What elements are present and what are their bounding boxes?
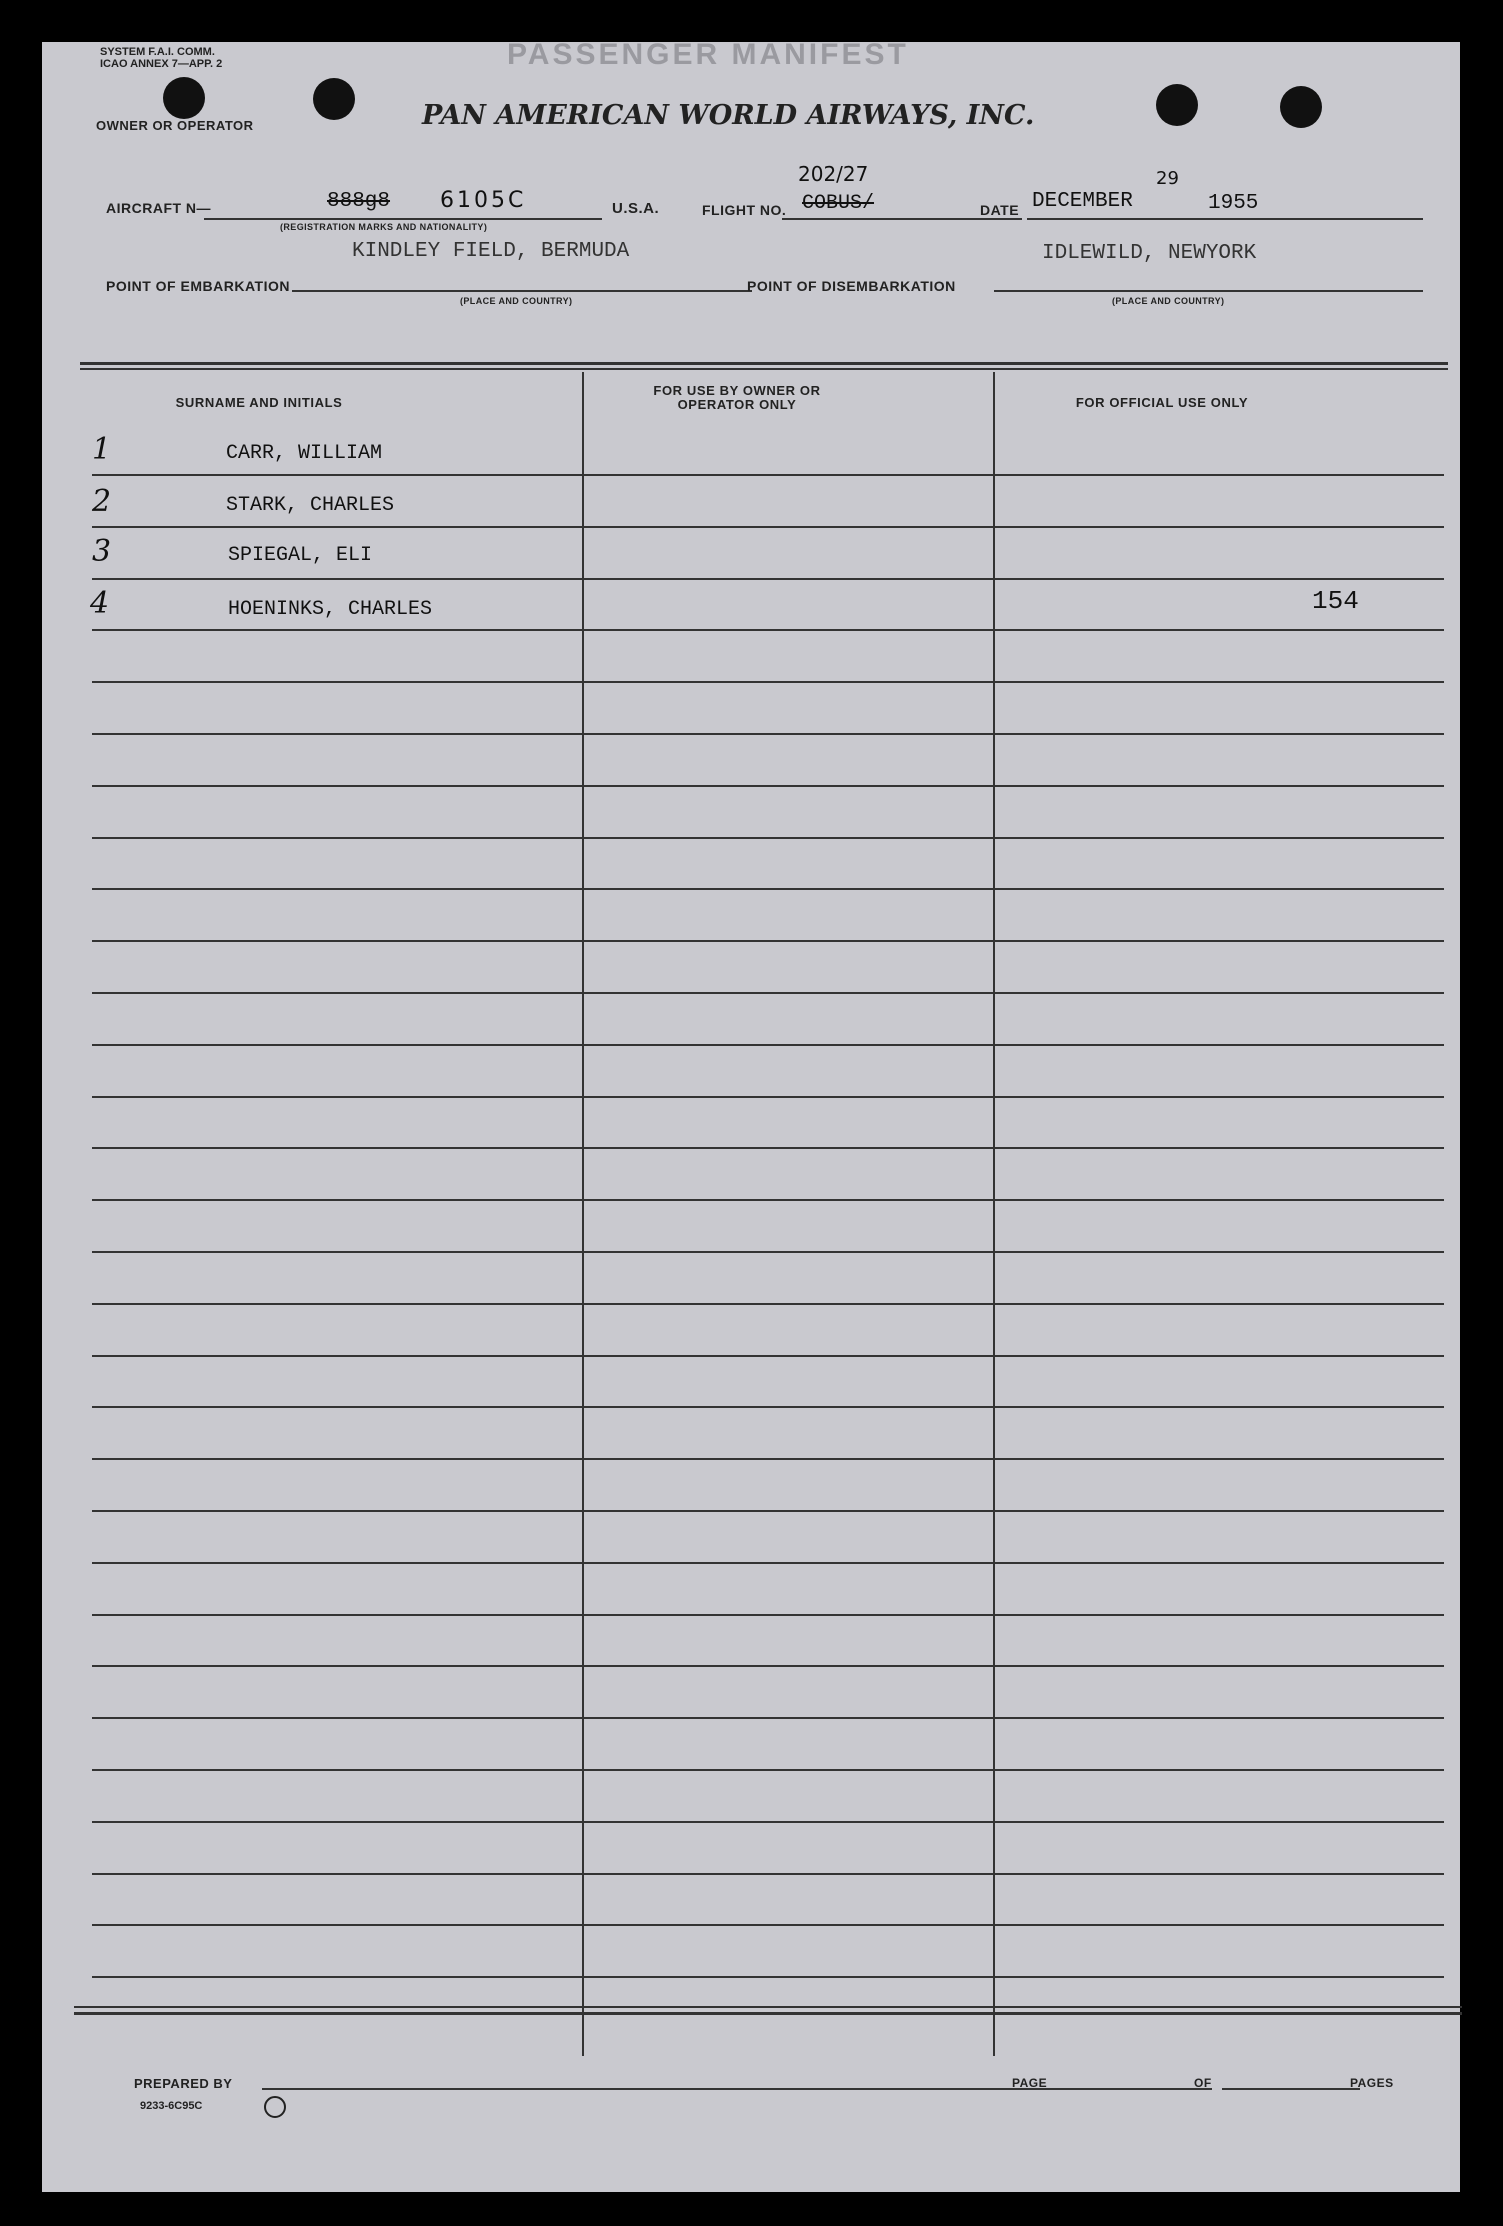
table-row-line	[92, 837, 1444, 839]
table-row-line	[92, 1406, 1444, 1408]
table-row-line	[92, 1355, 1444, 1357]
column-divider	[582, 372, 584, 2056]
punch-hole	[1156, 84, 1198, 126]
table-bottom-rule	[74, 2006, 1462, 2008]
of-underline	[1222, 2088, 1360, 2090]
date-day: 29	[1156, 168, 1179, 189]
owner-operator-label: OWNER OR OPERATOR	[96, 118, 254, 133]
embarkation-caption: (PLACE AND COUNTRY)	[460, 296, 573, 306]
table-row-line	[92, 1873, 1444, 1875]
manifest-sheet	[42, 38, 1460, 2192]
table-row-line	[92, 1717, 1444, 1719]
form-reference-line1: SYSTEM F.A.I. COMM.	[100, 46, 215, 58]
table-row-line	[92, 1510, 1444, 1512]
column-header-surname: SURNAME AND INITIALS	[175, 395, 343, 410]
table-row-line	[92, 888, 1444, 890]
table-row-line	[92, 1303, 1444, 1305]
table-row-line	[92, 1614, 1444, 1616]
union-bug-icon	[264, 2096, 286, 2118]
embarkation-value: KINDLEY FIELD, BERMUDA	[352, 240, 630, 263]
manifest-stamp-title: PASSENGER MANIFEST	[507, 38, 909, 71]
table-row-line	[92, 733, 1444, 735]
embarkation-label: POINT OF EMBARKATION	[106, 278, 290, 294]
table-top-rule	[80, 362, 1448, 365]
punch-hole	[313, 78, 355, 120]
date-month: DECEMBER	[1032, 190, 1133, 213]
table-row-line	[92, 629, 1444, 631]
passenger-name: CARR, WILLIAM	[226, 442, 383, 465]
disembarkation-underline	[994, 290, 1423, 292]
date-underline	[1027, 218, 1423, 220]
table-row-line	[92, 1665, 1444, 1667]
table-row-line	[92, 681, 1444, 683]
table-row-line	[92, 526, 1444, 528]
row-number-mark: 2	[92, 484, 112, 519]
official-use-value: 154	[1312, 586, 1359, 616]
page-underline	[1062, 2088, 1212, 2090]
passenger-name: SPIEGAL, ELI	[228, 544, 373, 567]
table-row-line	[92, 785, 1444, 787]
aircraft-registration: 6105C	[440, 188, 527, 213]
disembarkation-caption: (PLACE AND COUNTRY)	[1112, 296, 1225, 306]
row-number-mark: 3	[92, 534, 112, 569]
date-label: DATE	[980, 202, 1020, 218]
aircraft-label: AIRCRAFT N—	[106, 200, 212, 216]
table-row-line	[92, 578, 1444, 580]
registration-caption: (REGISTRATION MARKS AND NATIONALITY)	[280, 222, 488, 232]
flight-number-handwritten: 202/27	[798, 162, 869, 186]
punch-hole	[1280, 86, 1322, 128]
pages-label: PAGES	[1350, 2076, 1394, 2090]
row-number-mark: 1	[92, 432, 112, 467]
table-row-line	[92, 474, 1444, 476]
table-row-line	[92, 1769, 1444, 1771]
table-row-line	[92, 1096, 1444, 1098]
table-row-line	[92, 1976, 1444, 1978]
table-row-line	[92, 1458, 1444, 1460]
table-row-line	[92, 992, 1444, 994]
row-number-mark: 4	[90, 586, 110, 621]
table-row-line	[92, 1924, 1444, 1926]
table-row-line	[92, 940, 1444, 942]
passenger-name: STARK, CHARLES	[226, 494, 395, 517]
column-header-official: FOR OFFICIAL USE ONLY	[1075, 395, 1249, 410]
form-number: 9233-6C95C	[140, 2100, 203, 2112]
disembarkation-label: POINT OF DISEMBARKATION	[747, 278, 956, 294]
prepared-by-label: PREPARED BY	[134, 2076, 233, 2091]
page-label: PAGE	[1012, 2076, 1048, 2090]
date-year: 1955	[1208, 192, 1259, 215]
table-row-line	[92, 1147, 1444, 1149]
flight-underline	[782, 218, 1022, 220]
table-row-line	[92, 1562, 1444, 1564]
table-row-line	[92, 1251, 1444, 1253]
table-row-line	[92, 1044, 1444, 1046]
of-label: OF	[1194, 2076, 1212, 2090]
prepared-by-underline	[262, 2088, 1062, 2090]
disembarkation-value: IDLEWILD, NEWYORK	[1042, 242, 1257, 265]
form-reference-line2: ICAO ANNEX 7—APP. 2	[100, 58, 223, 70]
punch-hole	[163, 77, 205, 119]
table-row-line	[92, 1821, 1444, 1823]
embarkation-underline	[292, 290, 752, 292]
table-top-rule	[80, 368, 1448, 370]
table-row-line	[92, 1199, 1444, 1201]
airline-name: PAN AMERICAN WORLD AIRWAYS, INC.	[422, 100, 1035, 131]
flight-label: FLIGHT NO.	[702, 202, 787, 218]
table-bottom-rule	[74, 2012, 1462, 2015]
aircraft-registration-struck: 888g8	[327, 190, 391, 213]
aircraft-underline	[204, 218, 602, 220]
passenger-name: HOENINKS, CHARLES	[228, 598, 433, 621]
country-label: U.S.A.	[612, 200, 660, 217]
column-divider	[993, 372, 995, 2056]
column-header-owner: FOR USE BY OWNER OR OPERATOR ONLY	[653, 383, 821, 412]
flight-number-struck: COBUS/	[802, 192, 875, 215]
